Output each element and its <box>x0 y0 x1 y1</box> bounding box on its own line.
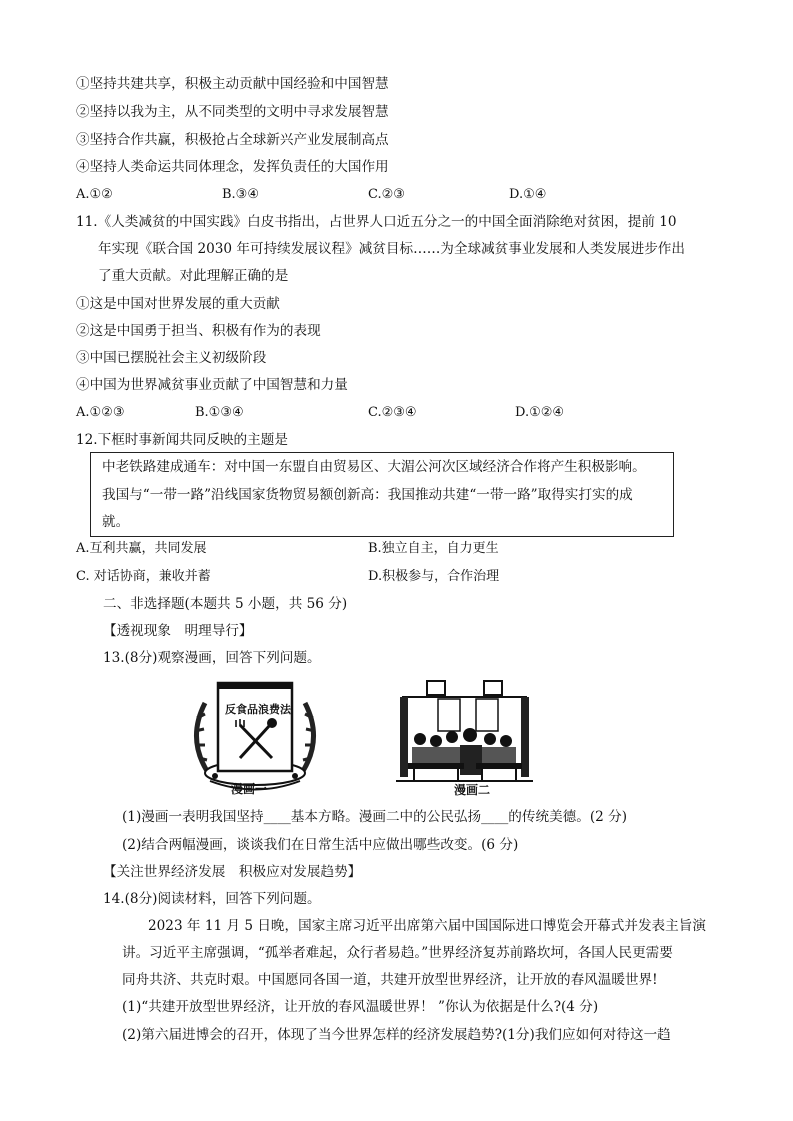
q14-para-line3: 同舟共济、共克时艰。中国愿同各国一道，共建开放型世界经济，让开放的春风温暖世界! <box>122 972 658 988</box>
q13-stem: 13.(8分)观察漫画，回答下列问题。 <box>103 650 321 666</box>
q13-sub2: (2)结合两幅漫画，谈谈我们在日常生活中应做出哪些改变。(6 分) <box>122 837 519 853</box>
cartoon-1 <box>185 673 325 803</box>
q11-choice-d: D.①②④ <box>515 405 565 420</box>
q11-statement-3: ③中国已摆脱社会主义初级阶段 <box>76 350 267 366</box>
q12-stem: 12.下框时事新闻共同反映的主题是 <box>76 432 288 448</box>
cartoon-1-caption: 漫画一 <box>231 782 268 796</box>
cartoon-2 <box>392 677 537 803</box>
statement-4: ④坚持人类命运共同体理念，发挥负责任的大国作用 <box>76 159 389 175</box>
q14-para-line1: 2023 年 11 月 5 日晚，国家主席习近平出席第六届中国国际进口博览会开幕式并发表主旨演 <box>148 918 706 934</box>
q11-statement-2: ②这是中国勇于担当、积极有作为的表现 <box>76 323 321 339</box>
q11-stem-line2: 年实现《联合国 2030 年可持续发展议程》减贫目标……为全球减贫事业发展和人类发展进步作出 <box>98 241 685 257</box>
q10-choice-c: C.②③ <box>368 187 405 202</box>
q12-choice-b: B.独立自主，自力更生 <box>368 541 499 556</box>
q11-statement-4: ④中国为世界减贫事业贡献了中国智慧和力量 <box>76 377 348 393</box>
cartoon-1-sign: 反食品浪费法 <box>225 703 291 716</box>
section-heading-1: 【透视现象 明理导行】 <box>103 623 253 639</box>
news-line3: 就。 <box>102 514 130 530</box>
q11-stem-line3: 了重大贡献。对此理解正确的是 <box>98 268 289 284</box>
section-heading-2: 【关注世界经济发展 积极应对发展趋势】 <box>103 864 362 880</box>
news-line2: 我国与“一带一路”沿线国家货物贸易额创新高：我国推动共建“一带一路”取得实打实的成 <box>102 487 633 503</box>
q12-choice-d: D.积极参与，合作治理 <box>368 569 500 584</box>
q14-sub1: (1)“共建开放型世界经济，让开放的春风温暖世界！ ”你认为依据是什么?(4 分) <box>122 999 599 1015</box>
q12-choice-c: C. 对话协商，兼收并蓄 <box>76 569 211 584</box>
q11-statement-1: ①这是中国对世界发展的重大贡献 <box>76 296 280 312</box>
statement-1: ①坚持共建共享，积极主动贡献中国经验和中国智慧 <box>76 76 389 92</box>
statement-2: ②坚持以我为主，从不同类型的文明中寻求发展智慧 <box>76 104 389 120</box>
q13-sub1: (1)漫画一表明我国坚持____基本方略。漫画二中的公民弘扬____的传统美德。(2 分) <box>122 809 628 825</box>
q12-choice-a: A.互利共赢，共同发展 <box>76 541 207 556</box>
q11-stem-line1: 11.《人类减贫的中国实践》白皮书指出，占世界人口近五分之一的中国全面消除绝对贫困，提前 10 <box>76 214 677 230</box>
q11-choice-b: B.①③④ <box>195 405 244 420</box>
cartoon-2-caption: 漫画二 <box>454 783 491 797</box>
statement-3: ③坚持合作共赢，积极抢占全球新兴产业发展制高点 <box>76 132 389 148</box>
news-line1: 中老铁路建成通车：对中国一东盟自由贸易区、大湄公河次区域经济合作将产生积极影响。 <box>102 459 646 475</box>
q14-para-line2: 讲。习近平主席强调，“孤举者难起，众行者易趋。”世界经济复苏前路坎坷，各国人民更需要 <box>122 945 673 961</box>
q10-choice-a: A.①② <box>76 187 113 202</box>
q11-choice-a: A.①②③ <box>76 405 125 420</box>
q11-choice-c: C.②③④ <box>368 405 417 420</box>
q10-choice-d: D.①④ <box>509 187 547 202</box>
q10-choice-b: B.③④ <box>222 187 259 202</box>
section-title: 二、非选择题(本题共 5 小题，共 56 分) <box>103 596 348 612</box>
q14-stem: 14.(8分)阅读材料，回答下列问题。 <box>103 891 321 907</box>
q14-sub2: (2)第六届进博会的召开，体现了当今世界怎样的经济发展趋势?(1分)我们应如何对待这一趋 <box>122 1027 671 1043</box>
